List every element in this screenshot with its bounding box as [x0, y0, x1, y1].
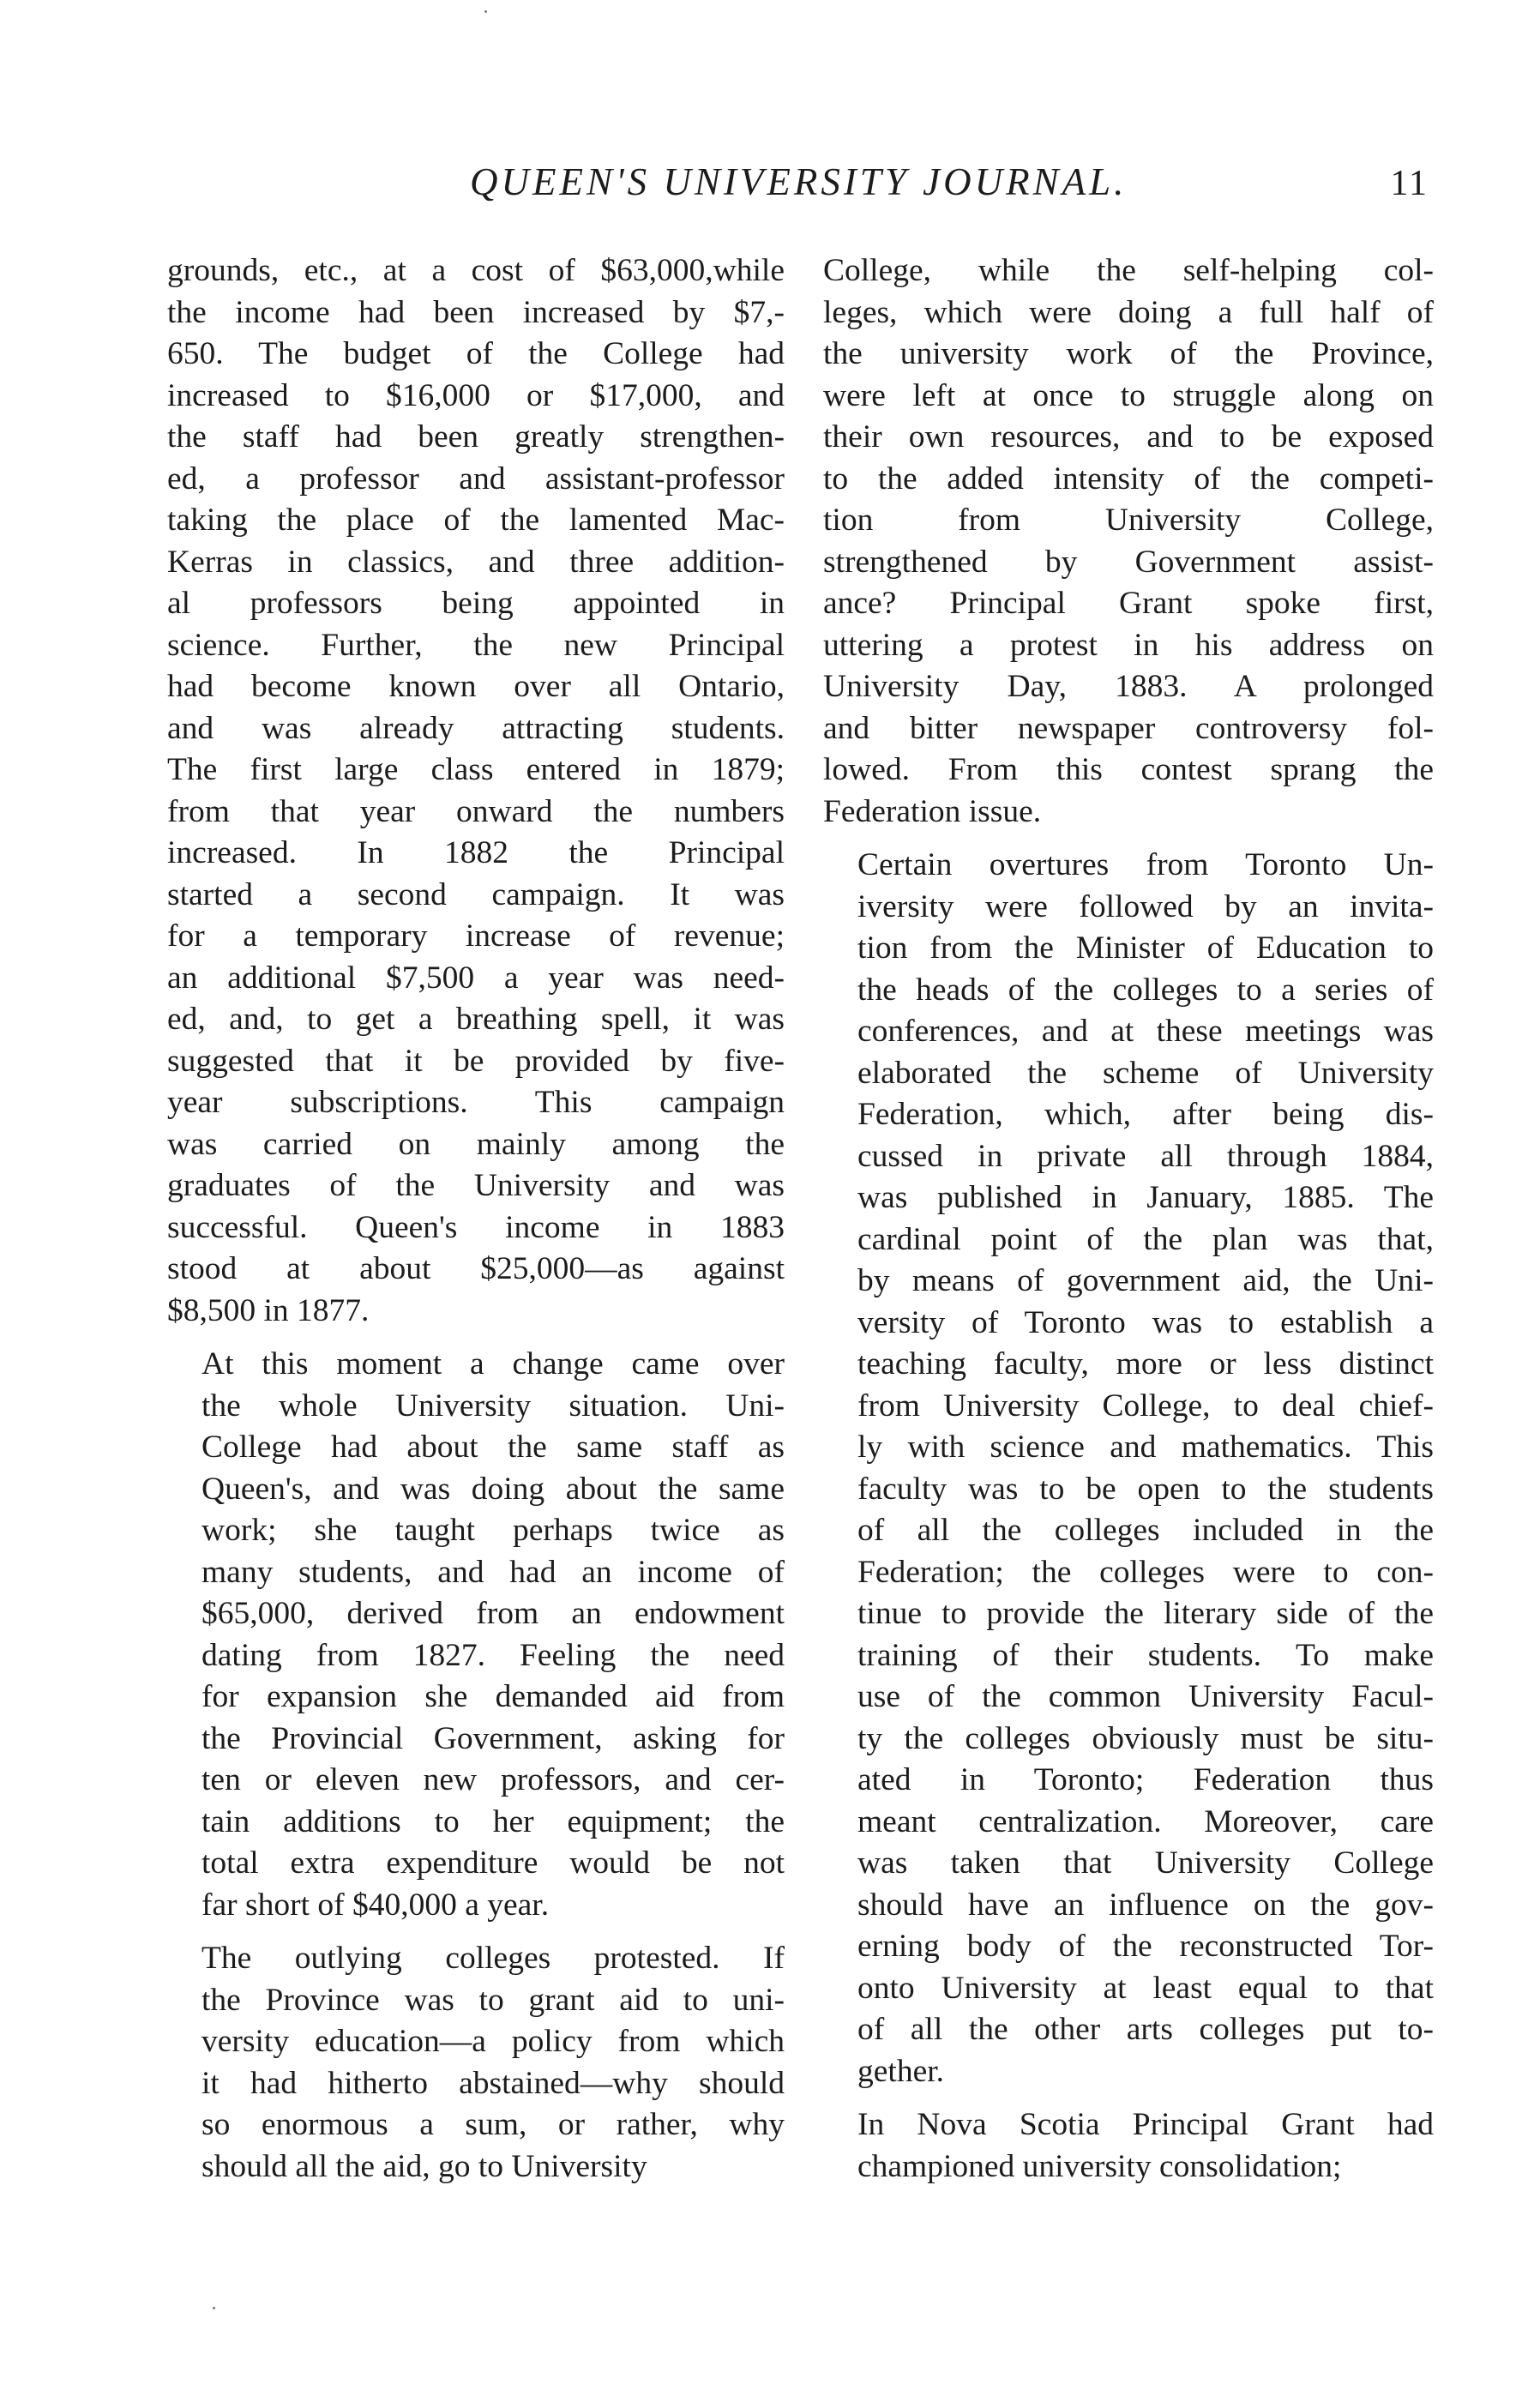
text-line: Certain overtures from Toronto Un-: [857, 847, 1434, 882]
right-column: [823, 250, 1434, 2200]
text-line: their own resources, and to be exposed: [823, 419, 1434, 455]
text-line: faculty was to be open to the students: [857, 1471, 1434, 1507]
text-line: by means of government aid, the Uni-: [857, 1263, 1434, 1298]
text-line: the heads of the colleges to a series of: [857, 972, 1434, 1008]
text-line: had become known over all Ontario,: [167, 669, 785, 704]
text-line: teaching faculty, more or less distinct: [857, 1346, 1434, 1382]
paragraph: [167, 1344, 785, 1926]
text-line: suggested that it be provided by five-: [167, 1043, 785, 1079]
paragraph: [167, 250, 785, 1332]
text-line: dating from 1827. Feeling the need: [202, 1637, 785, 1673]
text-line: tinue to provide the literary side of the: [857, 1596, 1434, 1631]
text-line: Federation, which, after being dis-: [857, 1097, 1434, 1132]
text-line: meant centralization. Moreover, care: [857, 1803, 1434, 1839]
text-line: use of the common University Facul-: [857, 1679, 1434, 1714]
text-line: training of their students. To make: [857, 1637, 1434, 1673]
text-line: College had about the same staff as: [202, 1430, 785, 1465]
text-line: ance? Principal Grant spoke first,: [823, 586, 1434, 621]
paragraph: [823, 2104, 1434, 2188]
text-line: were left at once to struggle along on: [823, 377, 1434, 413]
text-line: of all the colleges included in the: [857, 1513, 1434, 1548]
text-line: grounds, etc., at a cost of $63,000,while: [167, 253, 785, 288]
text-line: the Province was to grant aid to uni-: [202, 1982, 785, 2018]
text-line: al professors being appointed in: [167, 586, 785, 621]
text-line: taking the place of the lamented Mac-: [167, 503, 785, 538]
text-line: an additional $7,500 a year was need-: [167, 960, 785, 996]
text-line: Federation; the colleges were to con-: [857, 1554, 1434, 1590]
text-line: tion from University College,: [823, 503, 1434, 538]
text-line: $65,000, derived from an endowment: [202, 1596, 785, 1631]
text-line: The outlying colleges protested. If: [202, 1941, 785, 1976]
text-line: far short of $40,000 a year.: [202, 1887, 550, 1923]
text-line: work; she taught perhaps twice as: [202, 1513, 785, 1548]
journal-title: QUEEN'S UNIVERSITY JOURNAL.: [470, 160, 1128, 203]
text-line: At this moment a change came over: [202, 1346, 785, 1382]
text-line: Queen's, and was doing about the same: [202, 1471, 785, 1507]
text-line: the Provincial Government, asking for: [202, 1720, 785, 1756]
text-line: graduates of the University and was: [167, 1168, 785, 1203]
paragraph: [823, 845, 1434, 2092]
text-line: was carried on mainly among the: [167, 1126, 785, 1162]
text-line: tion from the Minister of Education to: [857, 930, 1434, 966]
text-line: $8,500 in 1877.: [167, 1292, 370, 1328]
text-line: for expansion she demanded aid from: [202, 1679, 785, 1714]
text-line: erning body of the reconstructed Tor-: [857, 1929, 1434, 1964]
text-line: cardinal point of the plan was that,: [857, 1221, 1434, 1257]
text-line: successful. Queen's income in 1883: [167, 1209, 785, 1245]
text-line: for a temporary increase of revenue;: [167, 918, 785, 954]
text-line: stood at about $25,000—as against: [167, 1251, 785, 1286]
text-line: should all the aid, go to University: [202, 2148, 647, 2184]
text-line: it had hitherto abstained—why should: [202, 2065, 785, 2101]
text-line: science. Further, the new Principal: [167, 627, 785, 663]
text-line: increased to $16,000 or $17,000, and: [167, 377, 785, 413]
text-line: to the added intensity of the competi-: [823, 461, 1434, 497]
text-line: conferences, and at these meetings was: [857, 1014, 1434, 1049]
text-line: championed university consolidation;: [857, 2148, 1342, 2184]
paragraph: [167, 1938, 785, 2188]
text-line: ated in Toronto; Federation thus: [857, 1762, 1434, 1797]
text-line: from University College, to deal chief-: [857, 1388, 1434, 1424]
text-line: so enormous a sum, or rather, why: [202, 2107, 785, 2142]
text-line: versity education—a policy from which: [202, 2024, 785, 2059]
text-line: total extra expenditure would be not: [202, 1845, 785, 1881]
text-line: The first large class entered in 1879;: [167, 752, 785, 787]
text-line: leges, which were doing a full half of: [823, 294, 1434, 330]
text-line: versity of Toronto was to establish a: [857, 1304, 1434, 1340]
text-line: ed, and, to get a breathing spell, it was: [167, 1002, 785, 1037]
paper-speck: [213, 2307, 215, 2309]
text-line: of all the other arts colleges put to-: [857, 2012, 1434, 2047]
text-line: ed, a professor and assistant-professor: [167, 461, 785, 497]
text-line: ty the colleges obviously must be situ-: [857, 1720, 1434, 1756]
text-line: College, while the self-helping col-: [823, 253, 1434, 288]
text-line: year subscriptions. This campaign: [167, 1085, 785, 1120]
text-line: should have an influence on the gov-: [857, 1887, 1434, 1923]
text-line: increased. In 1882 the Principal: [167, 835, 785, 870]
text-line: was taken that University College: [857, 1845, 1434, 1881]
text-line: onto University at least equal to that: [857, 1970, 1434, 2006]
text-line: and was already attracting students.: [167, 710, 785, 746]
text-line: from that year onward the numbers: [167, 793, 785, 829]
page-number: 11: [1390, 164, 1429, 203]
text-line: and bitter newspaper controversy fol-: [823, 710, 1434, 746]
running-head: [163, 160, 1449, 211]
text-line: Federation issue.: [823, 793, 1042, 829]
text-line: the staff had been greatly strengthen-: [167, 419, 785, 455]
text-line: In Nova Scotia Principal Grant had: [857, 2107, 1434, 2142]
text-line: ten or eleven new professors, and cer-: [202, 1762, 785, 1797]
text-line: was published in January, 1885. The: [857, 1180, 1434, 1215]
text-line: strengthened by Government assist-: [823, 544, 1434, 580]
text-line: elaborated the scheme of University: [857, 1055, 1434, 1091]
text-line: ly with science and mathematics. This: [857, 1430, 1434, 1465]
text-line: the university work of the Province,: [823, 336, 1434, 371]
text-line: the income had been increased by $7,-: [167, 294, 785, 330]
text-line: iversity were followed by an invita-: [857, 888, 1434, 924]
text-line: Kerras in classics, and three addition-: [167, 544, 785, 580]
text-line: many students, and had an income of: [202, 1554, 785, 1590]
text-line: uttering a protest in his address on: [823, 627, 1434, 663]
text-line: 650. The budget of the College had: [167, 336, 785, 371]
paper-speck: [484, 10, 487, 13]
text-line: cussed in private all through 1884,: [857, 1138, 1434, 1174]
text-line: tain additions to her equipment; the: [202, 1803, 785, 1839]
text-line: lowed. From this contest sprang the: [823, 752, 1434, 787]
text-line: gether.: [857, 2053, 945, 2089]
paragraph: [823, 250, 1434, 833]
text-line: the whole University situation. Uni-: [202, 1388, 785, 1424]
left-column: [167, 250, 785, 2200]
text-line: University Day, 1883. A prolonged: [823, 669, 1434, 704]
text-line: started a second campaign. It was: [167, 876, 785, 912]
